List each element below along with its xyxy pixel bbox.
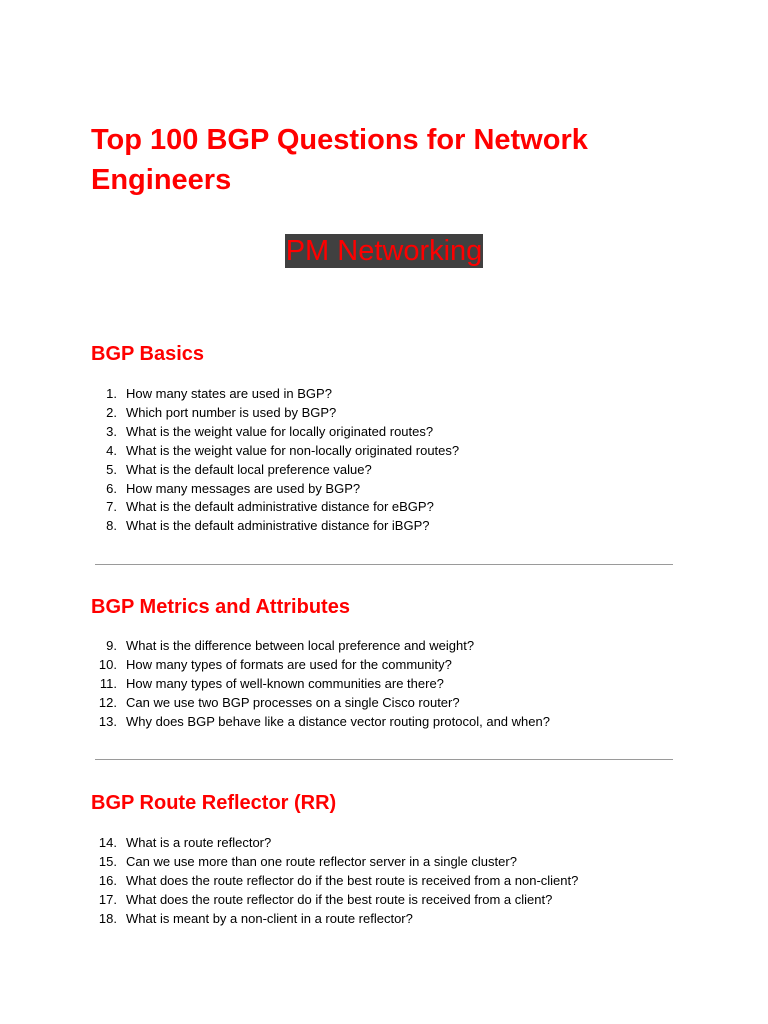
question-list-bgp-basics (91, 385, 459, 536)
list-item (91, 498, 459, 517)
list-item (91, 404, 459, 423)
question-text: How many types of well-known communities are there? (126, 675, 444, 691)
question-text: What is the default local preference value? (126, 461, 372, 477)
question-number: 13. (98, 713, 117, 729)
question-number: 18. (98, 910, 117, 926)
question-text: How many states are used in BGP? (126, 386, 332, 401)
list-item (91, 872, 578, 891)
list-item (91, 423, 459, 442)
question-number: 16. (98, 872, 117, 888)
list-item (91, 675, 550, 694)
question-number: 8. (106, 518, 117, 534)
question-text: Can we use more than one route reflector server in a single cluster? (126, 853, 517, 869)
list-item (91, 637, 550, 656)
question-text: What is the difference between local preference and weight? (126, 638, 475, 653)
brand-banner: PM Networking (285, 235, 483, 267)
question-number: 1. (106, 386, 117, 401)
banner-container (0, 234, 768, 268)
question-text: How many messages are used by BGP? (126, 480, 361, 496)
question-number: 15. (98, 853, 117, 869)
list-item (91, 461, 459, 480)
list-item (91, 891, 578, 910)
section-heading-bgp-basics: BGP Basics (91, 343, 205, 365)
list-item (91, 442, 459, 461)
question-number: 17. (98, 891, 117, 907)
question-number: 11. (99, 675, 117, 691)
section-heading-bgp-route-reflector: BGP Route Reflector (RR) (91, 792, 337, 814)
question-number: 6. (106, 480, 117, 496)
section-divider (95, 564, 673, 565)
question-text: Can we use two BGP processes on a single Cisco router? (126, 694, 460, 710)
list-item (91, 480, 459, 499)
question-text: How many types of formats are used for the community? (126, 656, 452, 672)
question-number: 10. (98, 656, 117, 672)
question-text: Which port number is used by BGP? (126, 404, 337, 420)
list-item (91, 517, 459, 536)
list-item (91, 713, 550, 732)
question-number: 3. (106, 423, 117, 439)
section-divider (95, 759, 673, 760)
list-item (91, 385, 459, 404)
question-text: What does the route reflector do if the best route is received from a client? (126, 891, 553, 907)
question-text: What is the default administrative distance for iBGP? (126, 518, 430, 534)
list-item (91, 656, 550, 675)
question-number: 2. (106, 404, 117, 420)
question-number: 12. (98, 694, 117, 710)
question-text: What is the default administrative distance for eBGP? (126, 499, 434, 515)
section-heading-bgp-metrics: BGP Metrics and Attributes (91, 596, 350, 618)
question-text: What is meant by a non-client in a route reflector? (126, 910, 413, 926)
question-text: What does the route reflector do if the best route is received from a non-client? (126, 872, 579, 888)
list-item (91, 910, 578, 929)
question-number: 7. (106, 499, 117, 515)
question-number: 9. (106, 638, 117, 653)
list-item (91, 853, 578, 872)
page-title: Top 100 BGP Questions for Network Engineers (91, 124, 588, 196)
question-number: 4. (106, 442, 117, 458)
question-list-bgp-metrics (91, 637, 550, 732)
list-item (91, 834, 578, 853)
question-text: What is the weight value for non-locally originated routes? (126, 442, 460, 458)
question-number: 14. (98, 835, 117, 850)
question-list-bgp-route-reflector (91, 834, 578, 929)
question-text: What is the weight value for locally originated routes? (126, 423, 434, 439)
question-text: Why does BGP behave like a distance vector routing protocol, and when? (126, 713, 550, 729)
question-text: What is a route reflector? (126, 835, 272, 850)
question-number: 5. (106, 461, 117, 477)
list-item (91, 694, 550, 713)
